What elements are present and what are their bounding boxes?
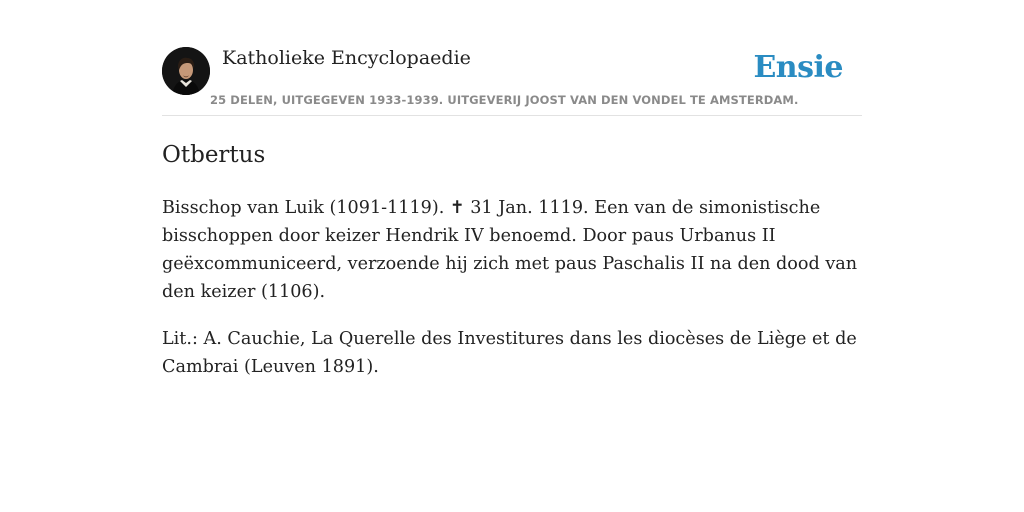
publication-title[interactable]: Katholieke Encyclopaedie (222, 47, 471, 69)
publication-subtitle: 25 DELEN, UITGEGEVEN 1933-1939. UITGEVERIJ JOOST VAN DEN VONDEL TE AMSTERDAM. (210, 93, 799, 107)
publication-header (162, 46, 862, 116)
portrait-icon (162, 47, 210, 95)
publication-avatar[interactable] (162, 47, 210, 95)
article-paragraph-literature: Lit.: A. Cauchie, La Querelle des Investitures dans les diocèses de Liège et de Cambrai (Leuven 1891). (162, 329, 857, 377)
page (162, 0, 862, 381)
article-title: Otbertus (162, 142, 266, 168)
ensie-logo-link[interactable]: Ensie (753, 50, 843, 85)
article-paragraph: Bisschop van Luik (1091-1119). ✝ 31 Jan. 1119. Een van de simonistische bisschoppen door keizer Hendrik IV benoemd. Door paus Urbanus II geëxcommuniceerd, verzoende hij zich met paus Paschalis II na den dood van den keizer (1106). (162, 198, 858, 302)
